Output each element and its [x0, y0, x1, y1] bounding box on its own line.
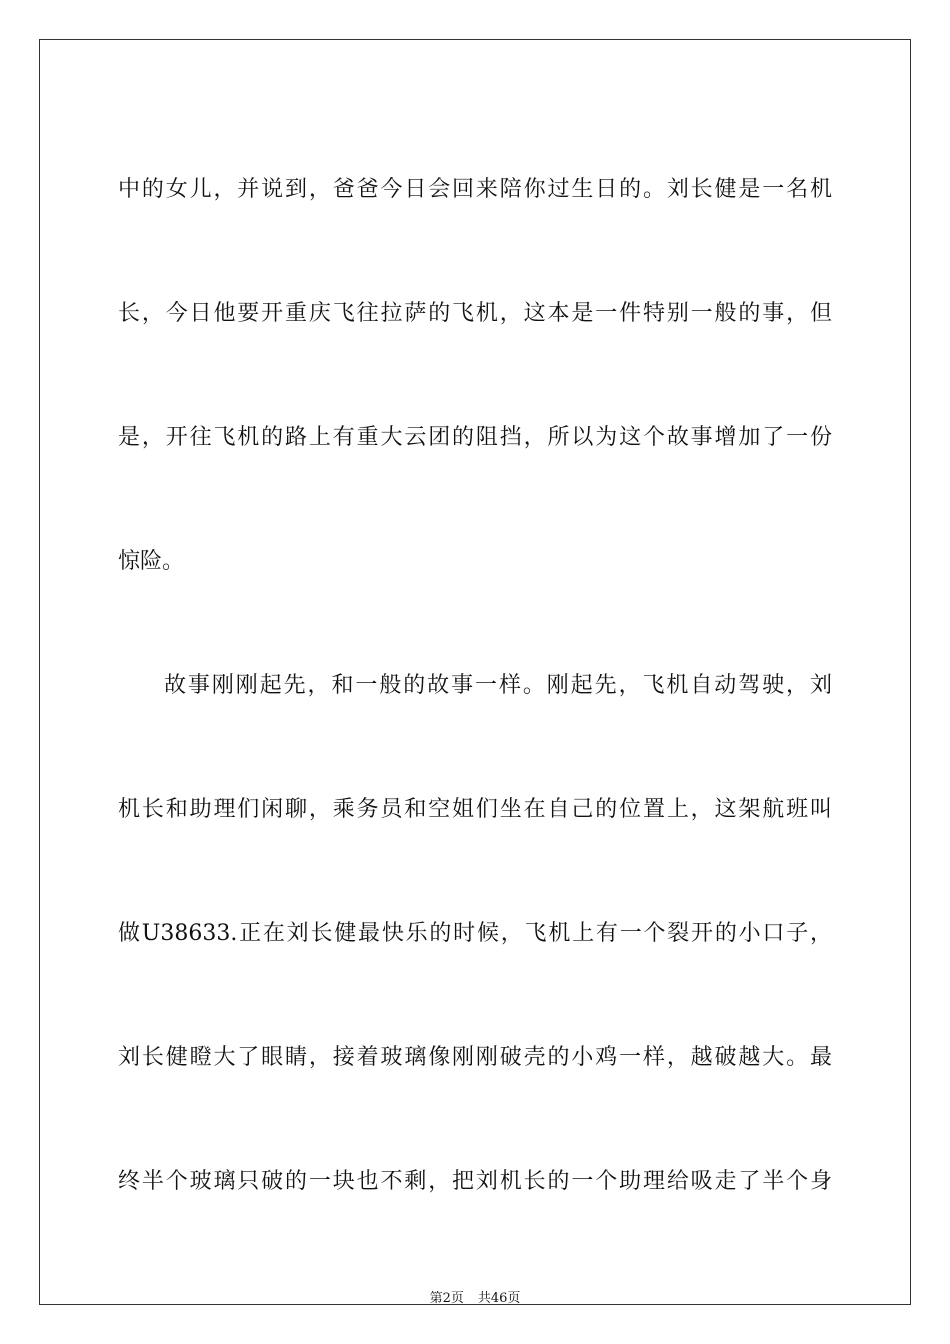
text-line: 做U38633.正在刘长健最快乐的时候，飞机上有一个裂开的小口子， — [118, 921, 832, 946]
text-line: 刘长健瞪大了眼睛，接着玻璃像刚刚破壳的小鸡一样，越破越大。最 — [118, 1045, 832, 1070]
text-line: 故事刚刚起先，和一般的故事一样。刚起先，飞机自动驾驶，刘 — [164, 673, 832, 698]
text-line: 长，今日他要开重庆飞往拉萨的飞机，这本是一件特别一般的事，但 — [118, 301, 832, 326]
text-line: 机长和助理们闲聊，乘务员和空姐们坐在自己的位置上，这架航班叫 — [118, 797, 832, 822]
text-line: 惊险。 — [118, 549, 185, 574]
page-frame — [39, 39, 911, 1305]
text-line: 中的女儿，并说到，爸爸今日会回来陪你过生日的。刘长健是一名机 — [118, 177, 832, 202]
page-number: 第2页 — [429, 1291, 464, 1306]
page-footer — [0, 1287, 950, 1306]
document-body — [118, 128, 832, 1244]
page-total: 共46页 — [477, 1291, 521, 1306]
text-line: 是，开往飞机的路上有重大云团的阻挡，所以为这个故事增加了一份 — [118, 425, 832, 450]
text-line: 终半个玻璃只破的一块也不剩，把刘机长的一个助理给吸走了半个身 — [118, 1169, 832, 1194]
